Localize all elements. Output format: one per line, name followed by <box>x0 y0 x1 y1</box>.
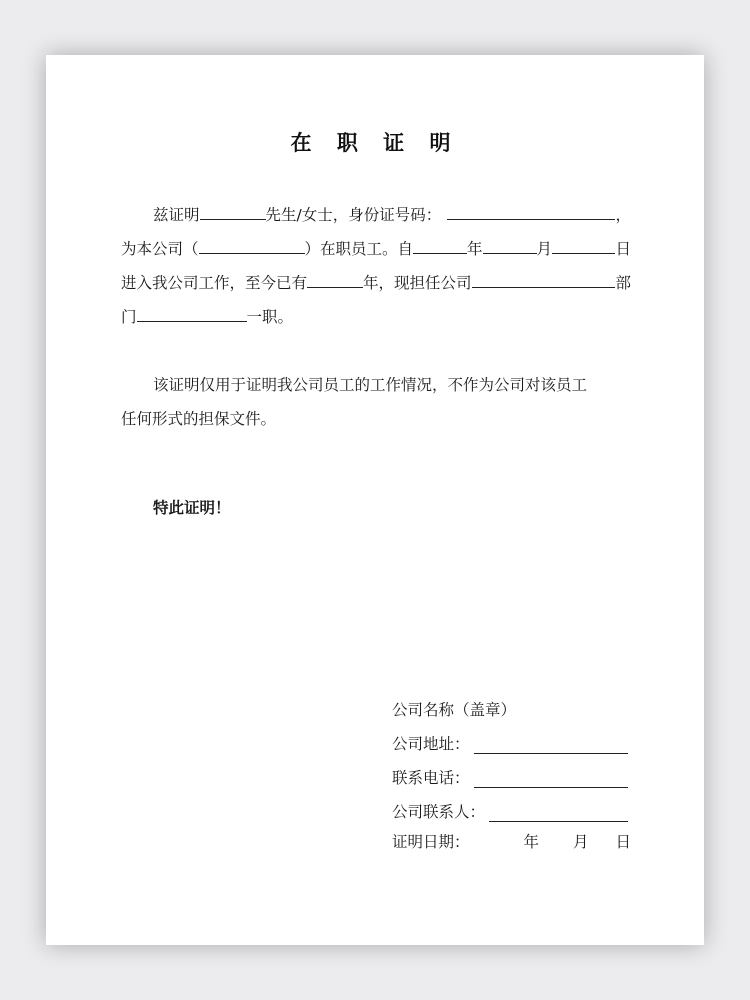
text-segment: 该证明仅用于证明我公司员工的工作情况，不作为公司对该员工 <box>153 376 588 394</box>
text-segment: 一职。 <box>246 308 294 326</box>
document-page <box>46 55 704 945</box>
company-name-label: 公司名称（盖章） <box>392 701 517 719</box>
document-title: 在 职 证 明 <box>290 131 460 155</box>
text-segment: ， <box>615 206 631 224</box>
text-segment: 门 <box>121 308 137 326</box>
paragraph-line <box>121 266 631 300</box>
paragraph-line <box>121 232 631 266</box>
start-year-blank[interactable] <box>413 234 467 254</box>
text-segment: 任何形式的担保文件。 <box>121 410 277 428</box>
text-segment: 月 <box>536 240 553 258</box>
company-contact-label: 公司联系人： <box>392 803 486 821</box>
position-blank[interactable] <box>137 302 247 322</box>
id-number-blank[interactable] <box>447 200 615 220</box>
contact-phone-blank[interactable] <box>474 771 628 788</box>
company-address-blank[interactable] <box>474 737 628 754</box>
text-segment: 年，现担任公司 <box>363 274 472 292</box>
company-address-label: 公司地址： <box>392 735 470 753</box>
name-blank[interactable] <box>200 200 266 220</box>
text-segment: ）在职员工。自 <box>304 240 414 258</box>
text-segment: 先生/女士，身份证号码： <box>265 206 442 224</box>
text-segment: 日 <box>615 240 631 258</box>
date-day-label: 日 <box>615 833 632 851</box>
text-segment: 兹证明 <box>153 206 200 224</box>
years-employed-blank[interactable] <box>307 268 363 288</box>
start-month-blank[interactable] <box>483 234 537 254</box>
contact-phone-label: 联系电话： <box>392 769 470 787</box>
department-blank[interactable] <box>472 268 616 288</box>
company-contact-blank[interactable] <box>489 805 628 822</box>
disclaimer-paragraph <box>121 368 631 436</box>
certificate-paragraph <box>121 198 631 334</box>
paragraph-line <box>121 368 631 402</box>
text-segment: 部 <box>615 274 631 292</box>
closing-statement: 特此证明！ <box>153 499 231 517</box>
company-name-seal-label <box>392 700 628 720</box>
company-address-row <box>392 734 628 754</box>
date-month-label: 月 <box>573 833 589 851</box>
contact-phone-row <box>392 768 628 788</box>
certificate-date-label: 证明日期： <box>392 833 470 851</box>
paragraph-line <box>121 300 631 334</box>
paragraph-line <box>121 198 631 232</box>
text-segment: 年 <box>467 240 483 258</box>
date-year-label: 年 <box>523 833 540 851</box>
text-segment: 为本公司（ <box>121 240 199 258</box>
company-contact-row <box>392 802 628 822</box>
start-day-blank[interactable] <box>552 234 615 254</box>
paragraph-line <box>121 402 631 436</box>
certificate-date-row <box>392 832 632 852</box>
company-blank[interactable] <box>199 234 305 254</box>
text-segment: 进入我公司工作，至今已有 <box>121 274 308 292</box>
